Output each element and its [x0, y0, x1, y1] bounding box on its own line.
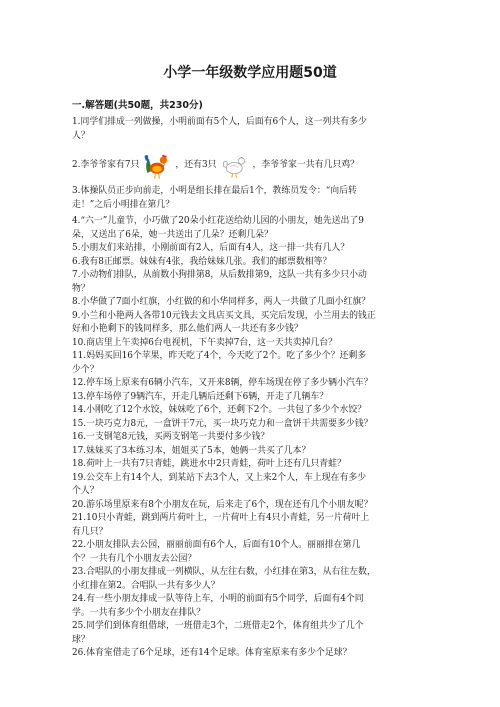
remaining-questions	[72, 242, 432, 661]
question-text: ，还有3只	[175, 160, 217, 170]
question-line: 1.同学们排成一列做操，小明前面有5个人，后面有6个人，这一列共有多少	[72, 117, 367, 127]
question-line: 18.荷叶上一共有7只青蛙，跳进水中2只青蛙，荷叶上还有几只青蛙？	[72, 459, 346, 469]
question-line: 学。一共有多少个小朋友在排队？	[72, 607, 206, 618]
question-4	[72, 215, 432, 242]
question-line: 20.游乐场里原来有8个小朋友在玩，后来走了6个，现在还有几个小朋友呢？	[72, 499, 373, 510]
question-line: 13.停车场停了9辆汽车，开走几辆后还剩下6辆，开走了几辆车？	[72, 391, 329, 402]
question-line: 14.小刚吃了12个水饺，妹妹吃了6个，还剩下2个。一共包了多少个水饺？	[72, 405, 367, 415]
question-line: 11.妈妈买回16个苹果，昨天吃了4个，今天吃了2个。吃了多少个？还剩多	[72, 351, 367, 361]
question-line: 17.妹妹买了3本练习本，姐姐买了5本，她俩一共买了几本？	[72, 445, 311, 456]
question-line: 19.公交车上有14个人，到某站下去3个人，又上来2个人，车上现在有多少	[72, 472, 367, 483]
question-line: 23.合唱队的小朋友排成一列横队，从左往右数，小红排在第3，从右往左数，	[72, 567, 376, 577]
question-line: 4.“六一”儿童节，小巧做了20朵小红花送给幼儿园的小朋友，她先送出了9	[72, 216, 364, 226]
question-line: 物？	[72, 283, 90, 294]
question-3	[72, 185, 432, 212]
question-line: 5.小朋友们来站排，小刚前面有2人，后面有4人，这一排一共有几人？	[72, 243, 350, 253]
question-line: 少个？	[72, 364, 99, 375]
question-line: 10.商店里上午卖掉6台电视机，下午卖掉7台，这一天共卖掉几台？	[72, 337, 338, 348]
section-heading: 一.解答题(共50题，共230分)	[72, 100, 203, 111]
hen-icon	[219, 149, 251, 181]
question-line: 个人？	[72, 486, 99, 496]
question-line: 3.体操队员正步向前走，小明是组长排在最后1个，教练员发令：“向后转	[72, 186, 357, 196]
question-line: 24.有一些小朋友排成一队等待上车，小明的前面有5个同学，后面有4个同	[72, 594, 364, 604]
question-line: 26.体育室借走了6个足球，还有14个足球。体育室原来有多少个足球？	[72, 648, 352, 658]
question-line: 7.小动物们排队，从前数小狗排第8，从后数排第9，这队一共有多少只小动	[72, 270, 367, 280]
question-line: 走！”之后小明排在第几？	[72, 199, 175, 210]
question-list	[72, 116, 432, 661]
question-line: 好和小艳剩下的钱同样多，那么他们两人一共还有多少钱？	[72, 324, 303, 334]
question-line: 小红排在第2。合唱队一共有多少人？	[72, 580, 220, 591]
question-line: 个？一共有几个小朋友去公园？	[72, 553, 197, 564]
question-line: 9.小兰和小艳两人各带10元钱去文具店买文具，买完后发现，小兰用去的钱正	[72, 310, 376, 321]
question-line: 6.我有8正邮票。妹妹有4张，我给妹妹几张。我们的邮票数相等？	[72, 256, 332, 267]
question-line: 21.10只小青蛙，跳到两片荷叶上，一片荷叶上有4只小青蛙，另一片荷叶上	[72, 513, 370, 523]
question-line: 16.一支钢笔8元钱，买两支钢笔一共要付多少钱？	[72, 432, 270, 442]
question-line: 有几只？	[72, 526, 108, 537]
question-line: 人？	[72, 130, 90, 141]
question-1	[72, 116, 432, 143]
question-2	[72, 151, 432, 179]
question-line: 朵，又送出了6朵，她一共送出了几朵？还剩几朵？	[72, 229, 273, 240]
question-line: 球？	[72, 634, 90, 645]
question-text: 2.李爷爷家有7只	[72, 160, 140, 170]
rooster-icon	[141, 149, 173, 181]
question-text: ，李爷爷家一共有几只鸡？	[252, 160, 360, 170]
page-title: 小学一年级数学应用题50道	[163, 65, 337, 81]
question-line: 8.小华做了7面小红旗，小红做的和小华同样多，两人一共做了几面小红旗？	[72, 297, 371, 307]
question-line: 22.小朋友排队去公园，丽丽前面有6个人，后面有10个人。丽丽排在第几	[72, 540, 361, 550]
question-line: 25.同学们到体育组借球，一班借走3个，二班借走2个，体育组共少了几个	[72, 621, 364, 631]
question-line: 15.一块巧克力8元，一盒饼干7元，买一块巧克力和一盒饼干共需要多少钱？	[72, 418, 373, 429]
question-line: 12.停车场上原来有6辆小汽车，又开来8辆，停车场现在停了多少辆小汽车？	[72, 378, 373, 388]
